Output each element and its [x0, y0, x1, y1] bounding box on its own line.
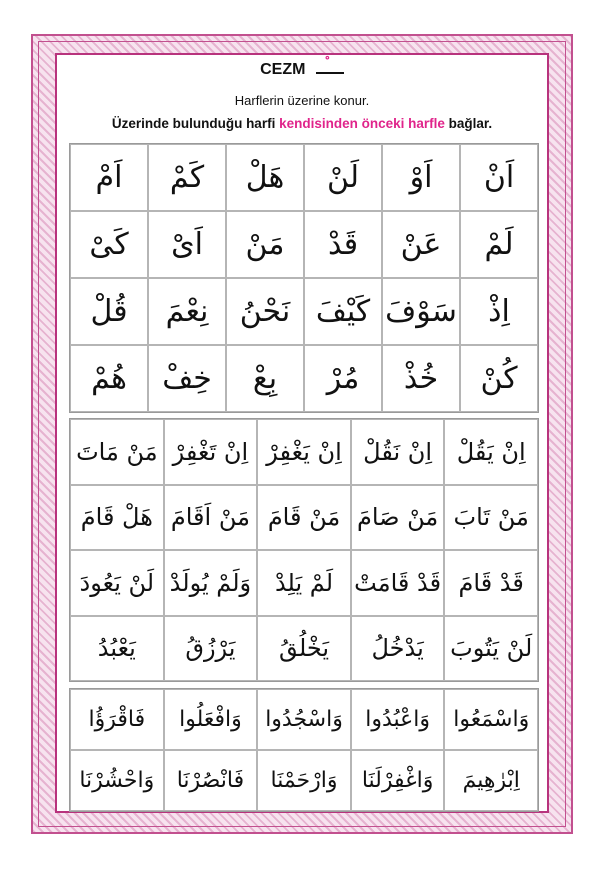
- word-cell: قُلْ: [70, 278, 148, 345]
- word-cell: وَافْعَلُوا: [164, 689, 258, 750]
- word-cell: عَنْ: [382, 211, 460, 278]
- word-cell: سَوْفَ: [382, 278, 460, 345]
- word-cell: نَحْنُ: [226, 278, 304, 345]
- word-cell: هُمْ: [70, 345, 148, 412]
- word-cell: لَنْ يَعُودَ: [70, 550, 164, 616]
- description-highlight: kendisinden önceki harfle: [279, 116, 445, 131]
- word-cell: خُذْ: [382, 345, 460, 412]
- decorative-frame: [31, 34, 573, 834]
- word-cell: هَلْ قَامَ: [70, 485, 164, 551]
- word-cell: اِنْ يَقُلْ: [444, 419, 538, 485]
- word-cell: اَىْ: [148, 211, 226, 278]
- word-cell: قَدْ: [304, 211, 382, 278]
- word-cell: اِذْ: [460, 278, 538, 345]
- word-cell: قَدْ قَامَتْ: [351, 550, 445, 616]
- word-cell: مَنْ قَامَ: [257, 485, 351, 551]
- word-cell: قَدْ قَامَ: [444, 550, 538, 616]
- word-cell: وَاغْفِرْلَنَا: [351, 750, 445, 811]
- word-cell: اِبْرٰهِيمَ: [444, 750, 538, 811]
- word-cell: اَوْ: [382, 144, 460, 211]
- word-cell: بِعْ: [226, 345, 304, 412]
- word-cell: وَلَمْ يُولَدْ: [164, 550, 258, 616]
- word-cell: اِنْ يَغْفِرْ: [257, 419, 351, 485]
- word-cell: نِعْمَ: [148, 278, 226, 345]
- word-cell: مُرْ: [304, 345, 382, 412]
- word-cell: كَمْ: [148, 144, 226, 211]
- letter-grid-words: [69, 143, 539, 413]
- sign-baseline: [316, 72, 344, 74]
- word-cell: وَاحْشُرْنَا: [70, 750, 164, 811]
- letter-grid-phrases: [69, 418, 539, 682]
- word-cell: كَىْ: [70, 211, 148, 278]
- word-cell: وَاسْمَعُوا: [444, 689, 538, 750]
- title-text: CEZM: [260, 61, 306, 78]
- word-cell: وَارْحَمْنَا: [257, 750, 351, 811]
- word-cell: كُنْ: [460, 345, 538, 412]
- word-cell: فَانْصُرْنَا: [164, 750, 258, 811]
- word-cell: فَاقْرَؤُا: [70, 689, 164, 750]
- word-cell: هَلْ: [226, 144, 304, 211]
- word-cell: يَعْبُدُ: [70, 616, 164, 682]
- letter-grid-long-words: [69, 688, 539, 812]
- word-cell: مَنْ مَاتَ: [70, 419, 164, 485]
- word-cell: لَنْ: [304, 144, 382, 211]
- word-cell: يَرْزُقُ: [164, 616, 258, 682]
- word-cell: اِنْ نَقُلْ: [351, 419, 445, 485]
- word-cell: اَمْ: [70, 144, 148, 211]
- word-cell: كَيْفَ: [304, 278, 382, 345]
- word-cell: يَدْخُلُ: [351, 616, 445, 682]
- word-cell: لَمْ يَلِدْ: [257, 550, 351, 616]
- subtitle: Harflerin üzerine konur.: [234, 93, 370, 108]
- word-cell: لَمْ: [460, 211, 538, 278]
- description: [57, 116, 547, 131]
- word-cell: وَاسْجُدُوا: [257, 689, 351, 750]
- cezm-sign-icon: [316, 63, 344, 77]
- page-title: [57, 61, 547, 79]
- word-cell: خِفْ: [148, 345, 226, 412]
- word-cell: وَاعْبُدُوا: [351, 689, 445, 750]
- description-part1: Üzerinde bulunduğu harfi: [111, 116, 280, 131]
- word-cell: مَنْ صَامَ: [351, 485, 445, 551]
- word-cell: لَنْ يَتُوبَ: [444, 616, 538, 682]
- word-cell: اَنْ: [460, 144, 538, 211]
- word-cell: يَخْلُقُ: [257, 616, 351, 682]
- word-cell: مَنْ اَقَامَ: [164, 485, 258, 551]
- content-panel: [55, 53, 549, 813]
- word-cell: مَنْ: [226, 211, 304, 278]
- description-part3: bağlar.: [444, 116, 493, 131]
- word-cell: اِنْ تَغْفِرْ: [164, 419, 258, 485]
- word-cell: مَنْ تَابَ: [444, 485, 538, 551]
